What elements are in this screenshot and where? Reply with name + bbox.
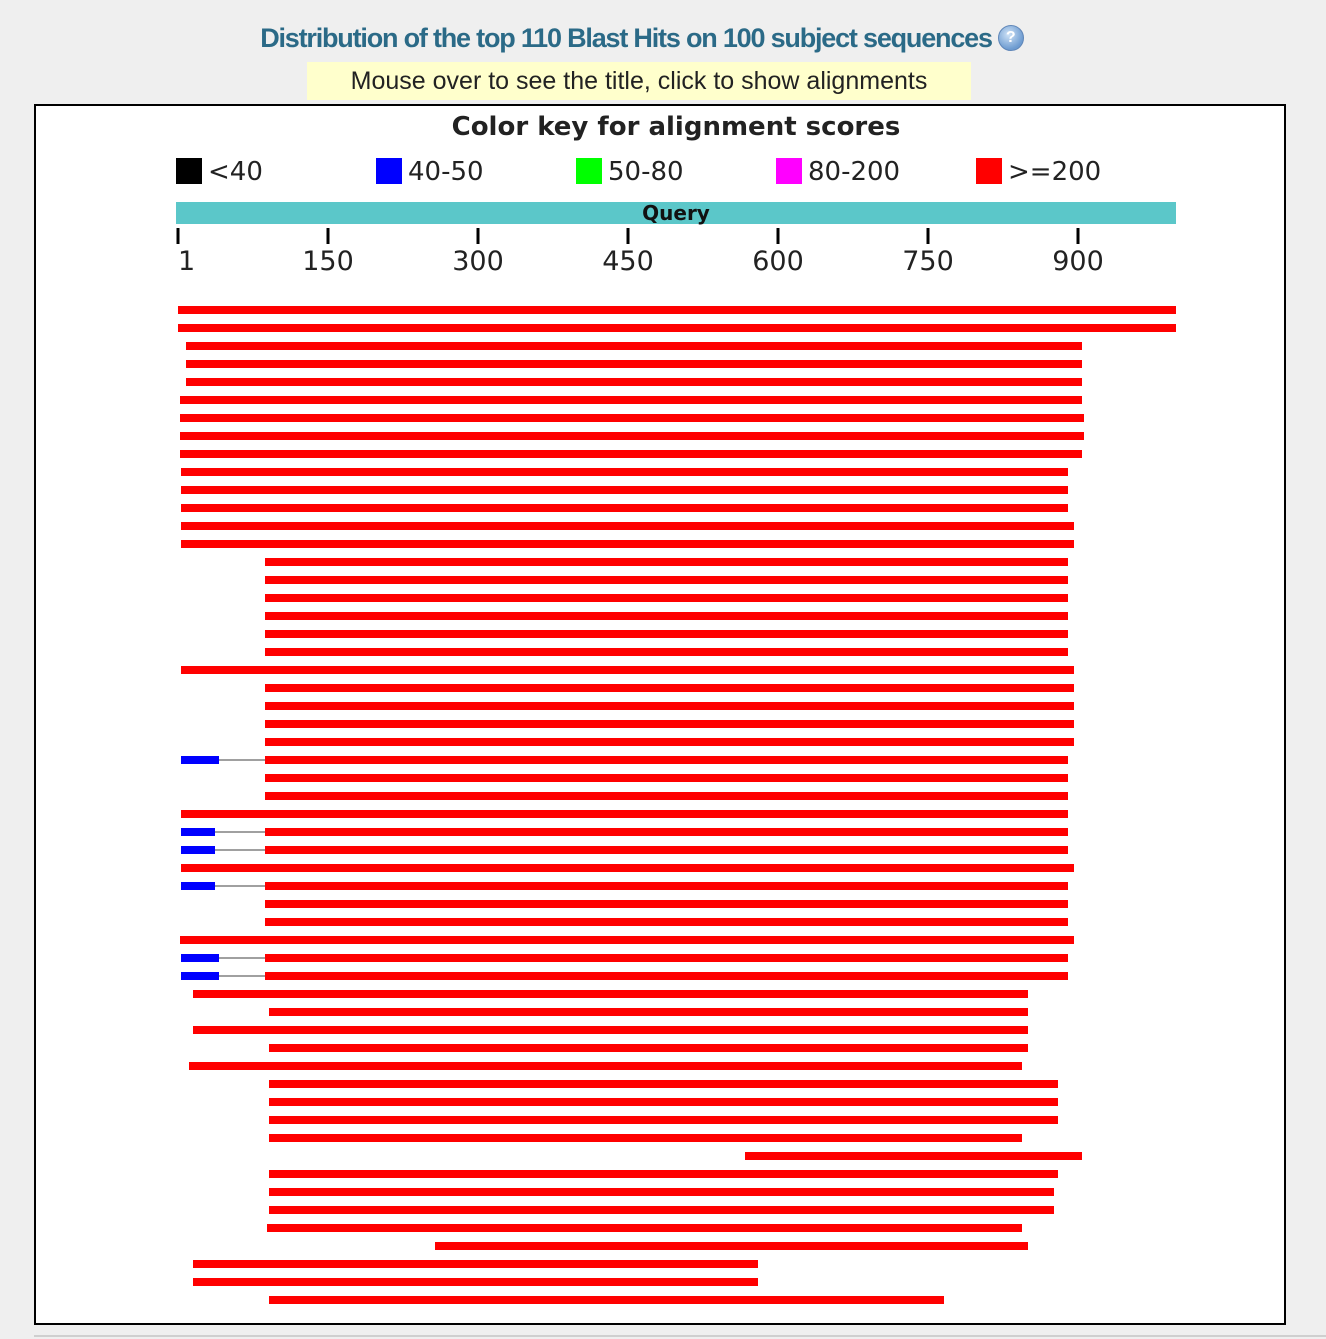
hit-segment[interactable] — [269, 1044, 1028, 1052]
hit-row[interactable] — [181, 756, 1068, 764]
hit-row[interactable] — [178, 324, 1176, 332]
hit-row[interactable] — [269, 1098, 1058, 1106]
hit-row[interactable] — [435, 1242, 1028, 1250]
hit-row[interactable] — [269, 1044, 1028, 1052]
hit-segment[interactable] — [269, 1170, 1058, 1178]
legend-swatch — [376, 158, 402, 184]
hit-segment[interactable] — [181, 504, 1068, 512]
query-label: Query — [642, 201, 710, 225]
axis-tick-label: 450 — [602, 246, 654, 277]
legend-label: >=200 — [1008, 157, 1102, 187]
hit-row[interactable] — [265, 774, 1068, 782]
mouse-over-hint: Mouse over to see the title, click to show alignments — [307, 62, 971, 100]
hit-row[interactable] — [181, 972, 1068, 980]
hit-segment[interactable] — [269, 1008, 1028, 1016]
hit-segment[interactable] — [265, 684, 1074, 692]
hit-row[interactable] — [269, 1296, 944, 1304]
hit-row[interactable] — [265, 720, 1074, 728]
hit-segment[interactable] — [181, 540, 1074, 548]
hit-segment[interactable] — [181, 828, 215, 836]
hit-segment[interactable] — [265, 612, 1068, 620]
alignment-chart — [36, 106, 1284, 1323]
hit-row[interactable] — [265, 612, 1068, 620]
axis-tick-label: 900 — [1052, 246, 1104, 277]
hit-row[interactable] — [265, 648, 1068, 656]
legend-swatch — [576, 158, 602, 184]
hit-segment[interactable] — [181, 882, 215, 890]
hit-segment[interactable] — [265, 918, 1068, 926]
hit-segment[interactable] — [265, 576, 1068, 584]
axis-tick-label: 750 — [902, 246, 954, 277]
hit-row[interactable] — [269, 1206, 1054, 1214]
help-icon[interactable]: ? — [998, 25, 1024, 51]
hit-row[interactable] — [265, 558, 1068, 566]
hit-segment[interactable] — [186, 342, 1082, 350]
hit-row[interactable] — [181, 846, 1068, 854]
hit-row[interactable] — [265, 684, 1074, 692]
hit-segment[interactable] — [265, 630, 1068, 638]
hit-segment[interactable] — [180, 414, 1084, 422]
bottom-divider — [34, 1335, 1326, 1337]
hit-row[interactable] — [265, 900, 1068, 908]
query-axis — [178, 228, 1104, 277]
hit-segment[interactable] — [269, 1206, 1054, 1214]
hit-row[interactable] — [269, 1188, 1054, 1196]
axis-tick-label: 600 — [752, 246, 804, 277]
hit-segment[interactable] — [265, 954, 1068, 962]
hit-segment[interactable] — [180, 432, 1084, 440]
hit-segment[interactable] — [181, 486, 1068, 494]
hit-row[interactable] — [180, 450, 1082, 458]
hit-row[interactable] — [745, 1152, 1082, 1160]
hit-segment[interactable] — [181, 954, 219, 962]
hit-segment[interactable] — [178, 306, 1176, 314]
hit-row[interactable] — [186, 342, 1082, 350]
legend-label: 50-80 — [608, 157, 684, 187]
alignment-graphic — [34, 104, 1286, 1325]
hit-row[interactable] — [189, 1062, 1022, 1070]
hit-segment[interactable] — [181, 468, 1068, 476]
hit-row[interactable] — [265, 576, 1068, 584]
hit-row[interactable] — [265, 792, 1068, 800]
hit-row[interactable] — [193, 1260, 758, 1268]
hit-segment[interactable] — [181, 522, 1074, 530]
hit-row[interactable] — [180, 396, 1082, 404]
hit-row[interactable] — [265, 702, 1074, 710]
hit-row[interactable] — [265, 738, 1074, 746]
hit-segment[interactable] — [181, 810, 1068, 818]
hit-segment[interactable] — [181, 756, 219, 764]
hit-row[interactable] — [186, 360, 1082, 368]
hit-segment[interactable] — [265, 720, 1074, 728]
hit-row[interactable] — [180, 432, 1084, 440]
hit-row[interactable] — [181, 828, 1068, 836]
hit-segment[interactable] — [181, 972, 219, 980]
hit-row[interactable] — [269, 1008, 1028, 1016]
hit-row[interactable] — [269, 1134, 1022, 1142]
hit-segment[interactable] — [265, 846, 1068, 854]
hit-row[interactable] — [193, 990, 1028, 998]
hit-segment[interactable] — [189, 1062, 1022, 1070]
axis-tick-label: 150 — [302, 246, 354, 277]
hit-segment[interactable] — [265, 900, 1068, 908]
hit-segment[interactable] — [181, 864, 1074, 872]
page-title — [0, 20, 1284, 56]
hit-segment[interactable] — [269, 1188, 1054, 1196]
hit-row[interactable] — [181, 954, 1068, 962]
hit-segment[interactable] — [265, 828, 1068, 836]
color-key-title: Color key for alignment scores — [451, 112, 901, 142]
hit-segment[interactable] — [193, 1278, 758, 1286]
hit-segment[interactable] — [435, 1242, 1028, 1250]
hit-segment[interactable] — [745, 1152, 1082, 1160]
axis-tick-label: 300 — [452, 246, 504, 277]
hit-row[interactable] — [269, 1080, 1058, 1088]
hit-row[interactable] — [193, 1278, 758, 1286]
hit-row[interactable] — [178, 306, 1176, 314]
hit-row[interactable] — [181, 522, 1074, 530]
hit-row[interactable] — [181, 882, 1068, 890]
hit-segment[interactable] — [181, 666, 1074, 674]
hit-segment[interactable] — [178, 324, 1176, 332]
hit-segment[interactable] — [186, 378, 1082, 386]
hit-row[interactable] — [265, 918, 1068, 926]
hit-segment[interactable] — [181, 846, 215, 854]
legend-label: <40 — [208, 157, 263, 187]
hit-segment[interactable] — [193, 1026, 1028, 1034]
axis-tick-label: 1 — [178, 246, 196, 277]
hit-segment[interactable] — [269, 1134, 1022, 1142]
hit-segment[interactable] — [265, 702, 1074, 710]
hit-row[interactable] — [186, 378, 1082, 386]
hit-row[interactable] — [180, 936, 1074, 944]
hit-segment[interactable] — [265, 558, 1068, 566]
page-title-text: Distribution of the top 110 Blast Hits on 100 subject sequences — [260, 23, 992, 53]
hit-row[interactable] — [269, 1116, 1058, 1124]
hit-segment[interactable] — [265, 972, 1068, 980]
legend-swatch — [176, 158, 202, 184]
hit-row[interactable] — [269, 1170, 1058, 1178]
hit-row[interactable] — [181, 540, 1074, 548]
hit-segment[interactable] — [180, 450, 1082, 458]
hit-row[interactable] — [180, 414, 1084, 422]
hit-segment[interactable] — [265, 594, 1068, 602]
hits-area — [178, 306, 1176, 1304]
hit-segment[interactable] — [269, 1080, 1058, 1088]
hit-row[interactable] — [267, 1224, 1022, 1232]
hit-segment[interactable] — [265, 792, 1068, 800]
hit-segment[interactable] — [186, 360, 1082, 368]
legend-swatch — [976, 158, 1002, 184]
hit-row[interactable] — [181, 504, 1068, 512]
hit-row[interactable] — [193, 1026, 1028, 1034]
hit-segment[interactable] — [180, 396, 1082, 404]
hit-row[interactable] — [181, 666, 1074, 674]
hit-row[interactable] — [181, 486, 1068, 494]
hit-segment[interactable] — [193, 990, 1028, 998]
hit-segment[interactable] — [193, 1260, 758, 1268]
hit-segment[interactable] — [269, 1296, 944, 1304]
legend-swatch — [776, 158, 802, 184]
hit-row[interactable] — [265, 594, 1068, 602]
legend-label: 80-200 — [808, 157, 901, 187]
hit-segment[interactable] — [267, 1224, 1022, 1232]
hit-row[interactable] — [265, 630, 1068, 638]
hit-segment[interactable] — [265, 882, 1068, 890]
hit-segment[interactable] — [269, 1116, 1058, 1124]
hit-segment[interactable] — [265, 774, 1068, 782]
hit-segment[interactable] — [265, 738, 1074, 746]
hit-segment[interactable] — [269, 1098, 1058, 1106]
hit-row[interactable] — [181, 810, 1068, 818]
hit-segment[interactable] — [265, 648, 1068, 656]
hit-row[interactable] — [181, 468, 1068, 476]
hit-segment[interactable] — [180, 936, 1074, 944]
hit-row[interactable] — [181, 864, 1074, 872]
color-key-legend — [176, 157, 1101, 187]
legend-label: 40-50 — [408, 157, 484, 187]
hit-segment[interactable] — [265, 756, 1068, 764]
